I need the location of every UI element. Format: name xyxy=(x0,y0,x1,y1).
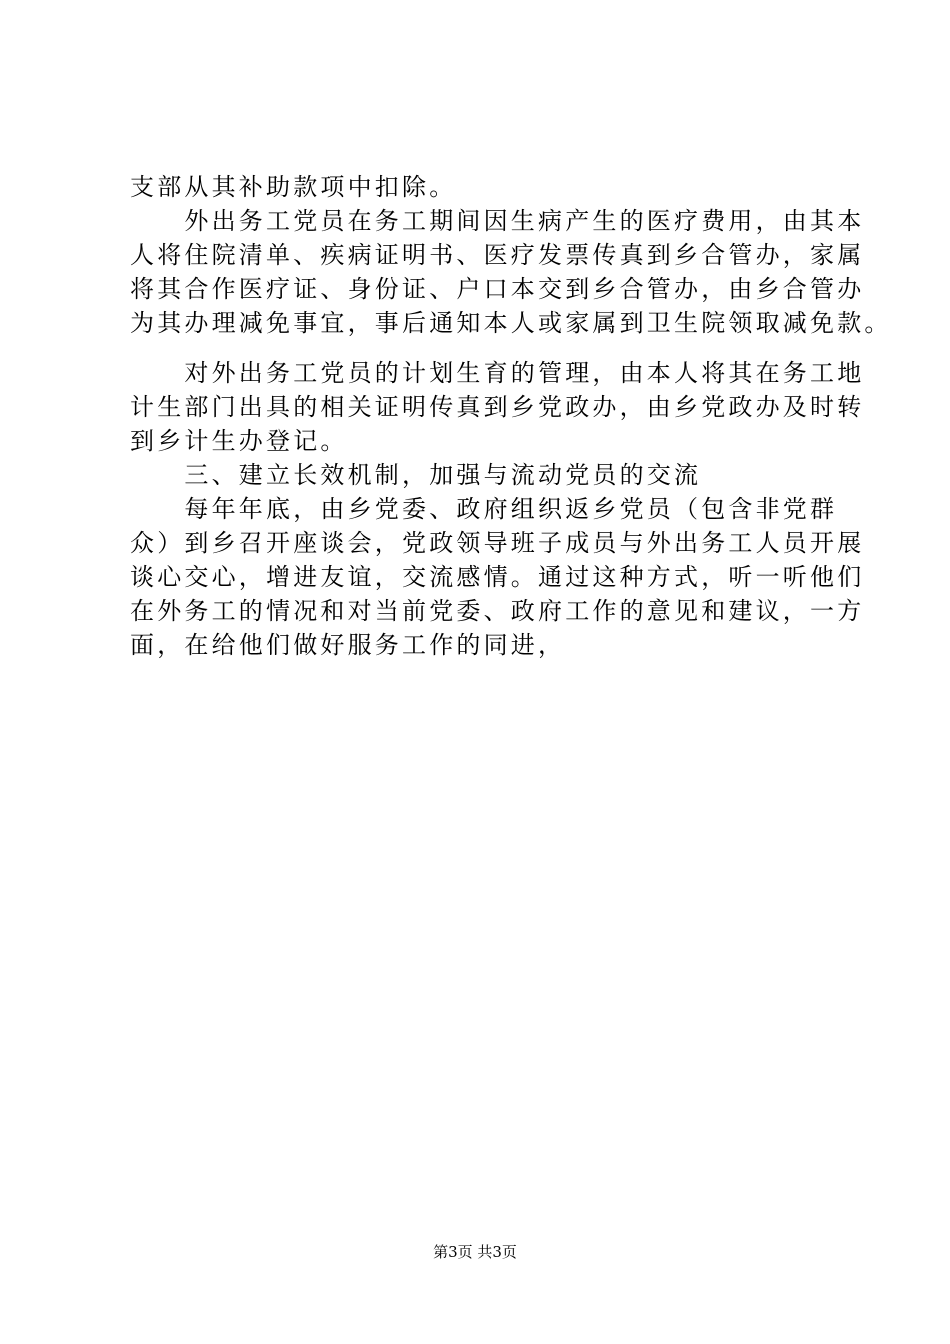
paragraph-line: 每年年底，由乡党委、政府组织返乡党员（包含非党群 xyxy=(130,495,838,523)
paragraph-line: 在外务工的情况和对当前党委、政府工作的意见和建议，一方 xyxy=(130,597,865,625)
paragraph-line: 为其办理减免事宜，事后通知本人或家属到卫生院领取减免款。 xyxy=(130,309,892,337)
section-heading: 三、建立长效机制，加强与流动党员的交流 xyxy=(130,461,702,489)
paragraph-line: 面，在给他们做好服务工作的同进， xyxy=(130,631,566,659)
paragraph-line: 外出务工党员在务工期间因生病产生的医疗费用，由其本 xyxy=(130,207,865,235)
page-number-footer: 第3页 共3页 xyxy=(433,1243,517,1261)
paragraph-line: 到乡计生办登记。 xyxy=(130,427,348,455)
paragraph-line: 计生部门出具的相关证明传真到乡党政办，由乡党政办及时转 xyxy=(130,393,865,421)
paragraph-line: 将其合作医疗证、身份证、户口本交到乡合管办，由乡合管办 xyxy=(130,275,865,303)
paragraph-line: 人将住院清单、疾病证明书、医疗发票传真到乡合管办，家属 xyxy=(130,241,865,269)
paragraph-line: 谈心交心，增进友谊，交流感情。通过这种方式，听一听他们 xyxy=(130,563,865,591)
paragraph-line: 支部从其补助款项中扣除。 xyxy=(130,173,457,201)
paragraph-line: 众）到乡召开座谈会，党政领导班子成员与外出务工人员开展 xyxy=(130,529,865,557)
paragraph-line: 对外出务工党员的计划生育的管理，由本人将其在务工地 xyxy=(130,359,865,387)
